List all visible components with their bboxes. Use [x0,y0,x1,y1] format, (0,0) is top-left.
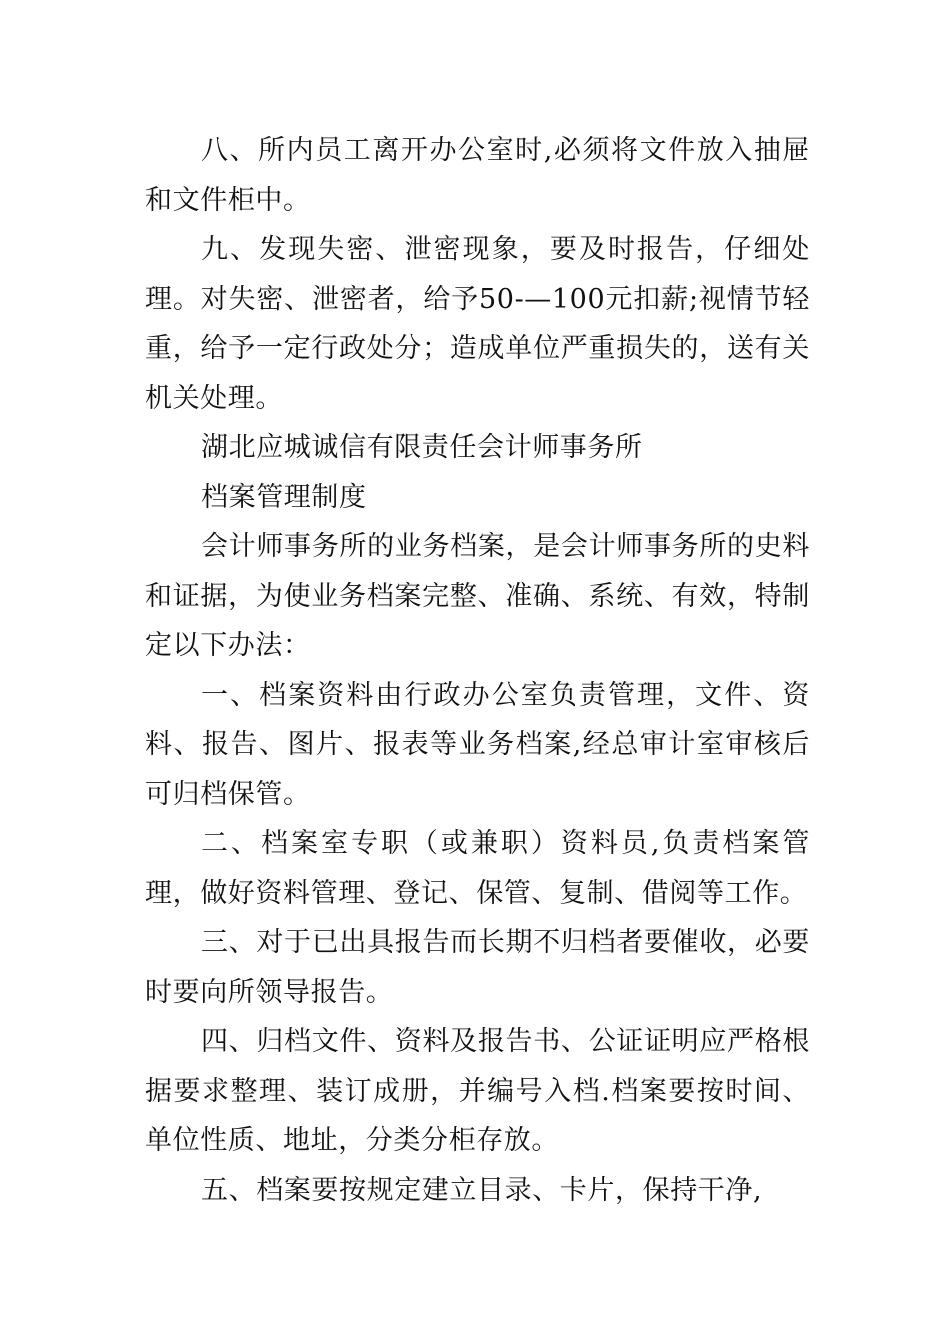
paragraph-four: 四、归档文件、资料及报告书、公证证明应严格根据要求整理、装订成册，并编号入档.档案要按时间、单位性质、地址，分类分柜存放。 [145,1026,810,1156]
document-body [145,126,810,1215]
paragraph-three: 三、对于已出具报告而长期不归档者要催收，必要时要向所领导报告。 [145,927,810,1008]
firm-name: 湖北应城诚信有限责任会计师事务所 [201,432,643,463]
intro-paragraph: 会计师事务所的业务档案，是会计师事务所的史料和证据，为使业务档案完整、准确、系统、有效，特制定以下办法： [145,531,810,661]
paragraph-two: 二、档案室专职（或兼职）资料员,负责档案管理，做好资料管理、登记、保管、复制、借阅等工作。 [145,828,810,909]
section-title: 档案管理制度 [201,481,367,513]
paragraph-nine: 九、发现失密、泄密现象，要及时报告，仔细处理。对失密、泄密者，给予50-—100元扣薪;视情节轻重，给予一定行政处分；造成单位严重损失的，送有关机关处理。 [145,234,810,414]
paragraph-eight: 八、所内员工离开办公室时,必须将文件放入抽屉和文件柜中。 [145,135,810,216]
paragraph-five: 五、档案要按规定建立目录、卡片，保持干净, [201,1174,763,1206]
paragraph-one: 一、档案资料由行政办公室负责管理，文件、资料、报告、图片、报表等业务档案,经总审计室审核后可归档保管。 [145,679,810,810]
